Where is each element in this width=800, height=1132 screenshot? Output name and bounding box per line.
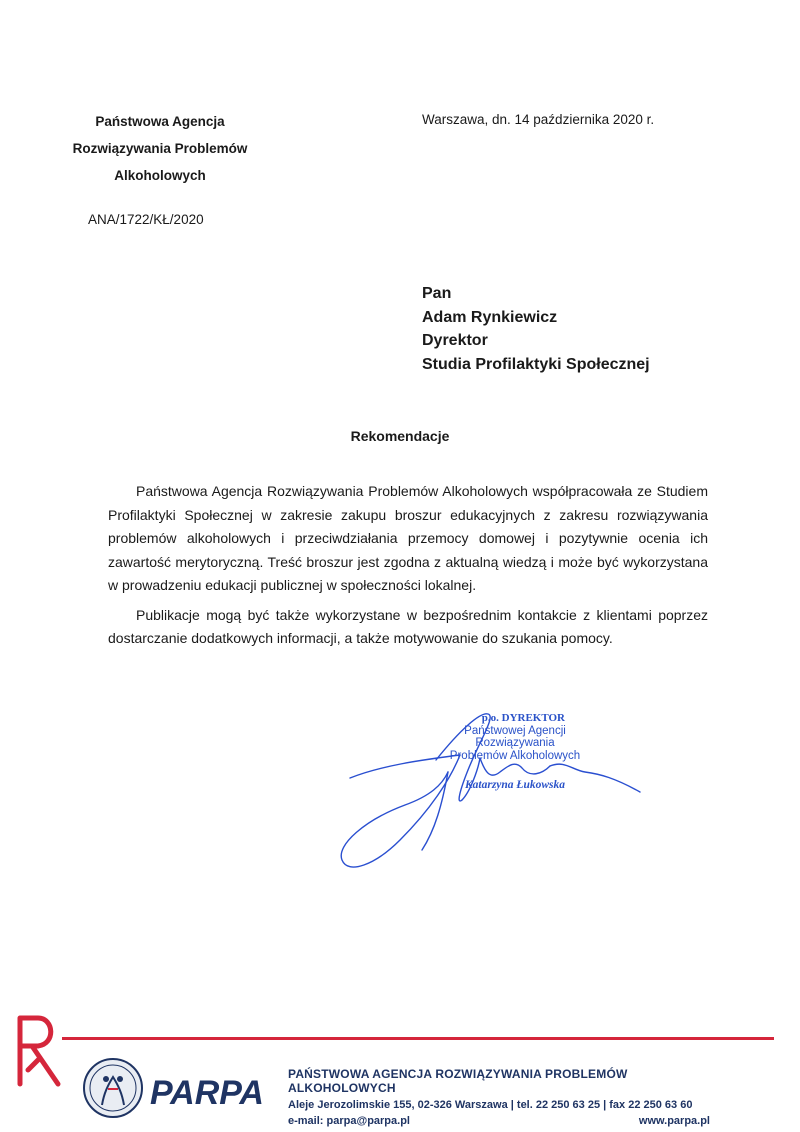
footer-website[interactable]: www.parpa.pl <box>638 1115 710 1127</box>
recipient-position: Dyrektor <box>422 332 488 349</box>
body-paragraph-2: Publikacje mogą być także wykorzystane w bezpośrednim kontakcie z klientami poprzez dostarczanie dodatkowych informacji, a także motywowanie do szukania pomocy. <box>108 606 708 646</box>
parpa-logo <box>148 1070 266 1112</box>
footer-contact <box>288 1067 710 1127</box>
seal-emblem-icon <box>82 1057 144 1119</box>
sender-block <box>50 108 270 189</box>
parpa-r-emblem-icon <box>14 1012 64 1092</box>
stamp-line-2: Państwowej Agencji Rozwiązywania <box>464 724 566 749</box>
recipient-organization: Studia Profilaktyki Społecznej <box>422 355 650 373</box>
body-paragraph-1: Państwowa Agencja Rozwiązywania Problemów Alkoholowych współpracowała ze Studiem Profilaktyki Społecznej w zakresie zakupu broszur edukacyjnych z zakresu rozwiązywania problemów alkoholowych i przeciwdziałania przemocy domowej i pozytywnie ocenia ich zawartość merytoryczną. Treść broszur jest zgodna z aktualną wiedzą i może być wykorzystana w prowadzeniu edukacji publicznej w społeczności lokalnej. <box>108 483 708 593</box>
footer-org-name: PAŃSTWOWA AGENCJA ROZWIĄZYWANIA PROBLEMÓW ALKOHOLOWYCH <box>288 1067 628 1095</box>
footer-email[interactable]: e-mail: parpa@parpa.pl <box>288 1115 410 1127</box>
handwritten-signature <box>310 700 660 890</box>
sender-line-2: Rozwiązywania Problemów <box>72 141 248 156</box>
letter-subject: Rekomendacje <box>350 428 450 444</box>
recipient-block <box>422 282 650 376</box>
recipient-name: Adam Rynkiewicz <box>422 308 558 326</box>
footer-divider <box>62 1037 774 1040</box>
place-date: Warszawa, dn. 14 października 2020 r. <box>422 112 655 127</box>
letter-body <box>108 480 708 651</box>
sender-line-1: Państwowa Agencja <box>95 114 225 129</box>
footer-contact-row <box>288 1115 710 1127</box>
stamp-title: p.o. DYREKTOR <box>481 712 565 724</box>
parpa-logo-text: PARPA <box>150 1074 264 1112</box>
stamp-line-3: Problemów Alkoholowych <box>449 749 581 762</box>
reference-number: ANA/1722/KŁ/2020 <box>88 212 204 227</box>
stamp-name: Katarzyna Łukowska <box>464 779 565 791</box>
recipient-salutation: Pan <box>422 285 452 302</box>
sender-line-3: Alkoholowych <box>114 168 206 183</box>
footer-address: Aleje Jerozolimskie 155, 02-326 Warszawa | tel. 22 250 63 25 | fax 22 250 63 60 <box>288 1099 693 1111</box>
